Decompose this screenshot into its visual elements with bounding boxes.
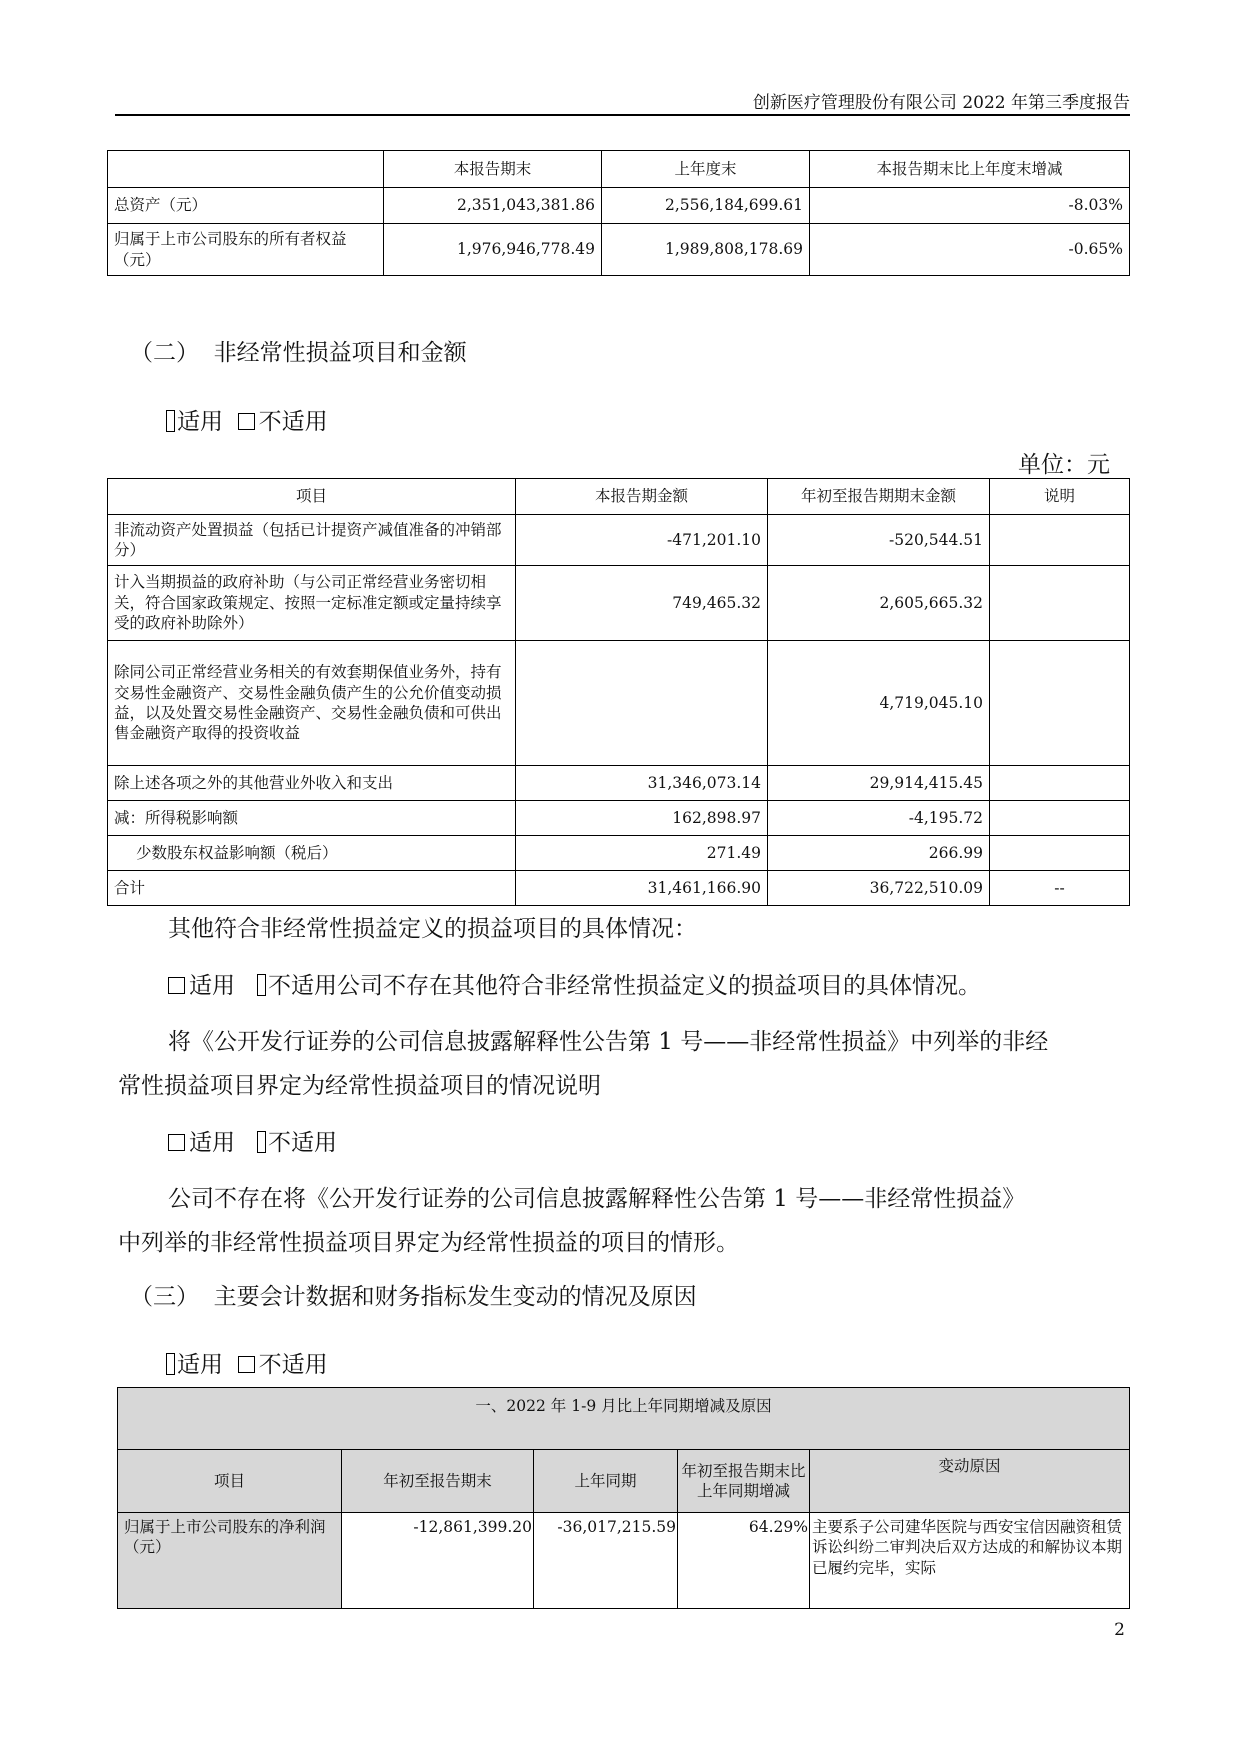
balance-table-header bbox=[108, 151, 1130, 188]
cell-value: 4,719,045.10 bbox=[768, 641, 990, 766]
section3-title: 主要会计数据和财务指标发生变动的情况及原因 bbox=[213, 1284, 697, 1310]
cell-value: 36,722,510.09 bbox=[768, 871, 990, 906]
table-row bbox=[108, 836, 1130, 871]
cell-value: 64.29% bbox=[678, 1513, 810, 1609]
col-header bbox=[108, 151, 384, 188]
row-label: 少数股东权益影响额（税后） bbox=[108, 836, 516, 871]
statement-line1: 公司不存在将《公开发行证券的公司信息披露解释性公告第 1 号——非经常性损益》 bbox=[168, 1186, 1026, 1212]
table-row bbox=[108, 641, 1130, 766]
cell-value: 2,605,665.32 bbox=[768, 566, 990, 641]
reclass-paragraph-line1: 将《公开发行证券的公司信息披露解释性公告第 1 号——非经常性损益》中列举的非经 bbox=[168, 1029, 1049, 1055]
not-applicable-statement: 不适用公司不存在其他符合非经常性损益定义的损益项目的具体情况。 bbox=[267, 973, 981, 999]
col-header: 年初至报告期末 bbox=[342, 1450, 534, 1513]
cell-note bbox=[990, 801, 1130, 836]
cell-value: 31,346,073.14 bbox=[516, 766, 768, 801]
not-applicable-label: 不适用 bbox=[258, 409, 328, 435]
cell-note bbox=[990, 515, 1130, 566]
unchecked-box-icon bbox=[238, 1356, 255, 1373]
changes-table bbox=[117, 1387, 1130, 1609]
table-row bbox=[108, 766, 1130, 801]
cell-value: 271.49 bbox=[516, 836, 768, 871]
table-row bbox=[118, 1513, 1130, 1609]
applicable-label: 适用 bbox=[177, 409, 223, 435]
col-header: 年初至报告期末比上年同期增减 bbox=[678, 1450, 810, 1513]
section3-applicability bbox=[166, 1346, 328, 1379]
table-row-total bbox=[108, 871, 1130, 906]
table-row bbox=[108, 801, 1130, 836]
changes-table-header bbox=[118, 1450, 1130, 1513]
cell-note bbox=[990, 766, 1130, 801]
cell-value: 162,898.97 bbox=[516, 801, 768, 836]
cell-value: -36,017,215.59 bbox=[534, 1513, 678, 1609]
cell-note: -- bbox=[990, 871, 1130, 906]
checked-box-icon bbox=[166, 410, 175, 432]
reclass-applicability bbox=[168, 1124, 337, 1157]
col-header: 年初至报告期期末金额 bbox=[768, 479, 990, 515]
section2-title: 非经常性损益项目和金额 bbox=[213, 340, 467, 366]
balance-table bbox=[107, 150, 1130, 276]
table-row bbox=[108, 515, 1130, 566]
cell-value: 266.99 bbox=[768, 836, 990, 871]
changes-table-title-row bbox=[118, 1388, 1130, 1450]
unit-label: 单位：元 bbox=[1018, 452, 1110, 478]
row-label: 减：所得税影响额 bbox=[108, 801, 516, 836]
applicable-label: 适用 bbox=[189, 1130, 235, 1156]
col-header: 本报告期末比上年度末增减 bbox=[810, 151, 1130, 188]
section3-heading bbox=[130, 1278, 697, 1311]
unchecked-box-icon bbox=[168, 1134, 185, 1151]
header-rule bbox=[115, 114, 1130, 116]
cell-note bbox=[990, 566, 1130, 641]
other-items-paragraph: 其他符合非经常性损益定义的损益项目的具体情况： bbox=[168, 916, 697, 942]
applicable-label: 适用 bbox=[189, 973, 235, 999]
col-header: 变动原因 bbox=[810, 1450, 1130, 1513]
cell-value bbox=[516, 641, 768, 766]
cell-value: -0.65% bbox=[810, 224, 1130, 276]
cell-value: -471,201.10 bbox=[516, 515, 768, 566]
row-label: 归属于上市公司股东的净利润（元） bbox=[118, 1513, 342, 1609]
row-label: 非流动资产处置损益（包括已计提资产减值准备的冲销部分） bbox=[108, 515, 516, 566]
checked-box-icon bbox=[257, 1131, 266, 1153]
col-header: 说明 bbox=[990, 479, 1130, 515]
cell-value: 2,351,043,381.86 bbox=[384, 188, 602, 224]
applicable-label: 适用 bbox=[177, 1352, 223, 1378]
nonrecurring-table bbox=[107, 478, 1130, 906]
cell-value: 1,976,946,778.49 bbox=[384, 224, 602, 276]
checked-box-icon bbox=[166, 1353, 175, 1375]
unchecked-box-icon bbox=[168, 977, 185, 994]
section2-applicability bbox=[166, 403, 328, 436]
changes-table-title: 一、2022 年 1-9 月比上年同期增减及原因 bbox=[118, 1388, 1130, 1450]
col-header: 上年同期 bbox=[534, 1450, 678, 1513]
cell-value: 749,465.32 bbox=[516, 566, 768, 641]
unchecked-box-icon bbox=[238, 413, 255, 430]
cell-value: 31,461,166.90 bbox=[516, 871, 768, 906]
not-applicable-label: 不适用 bbox=[267, 1130, 337, 1156]
not-applicable-label: 不适用 bbox=[258, 1352, 328, 1378]
report-header-title: 创新医疗管理股份有限公司 2022 年第三季度报告 bbox=[752, 93, 1130, 113]
table-row bbox=[108, 224, 1130, 276]
cell-value: 2,556,184,699.61 bbox=[602, 188, 810, 224]
section2-heading bbox=[130, 334, 467, 367]
cell-note bbox=[990, 836, 1130, 871]
nonrecurring-table-header bbox=[108, 479, 1130, 515]
col-header: 本报告期金额 bbox=[516, 479, 768, 515]
cell-value: 29,914,415.45 bbox=[768, 766, 990, 801]
cell-reason: 主要系子公司建华医院与西安宝信因融资租赁诉讼纠纷二审判决后双方达成的和解协议本期已履约完毕，实际 bbox=[810, 1513, 1130, 1609]
section2-number: （二） bbox=[130, 340, 199, 366]
cell-value: 1,989,808,178.69 bbox=[602, 224, 810, 276]
cell-value: -12,861,399.20 bbox=[342, 1513, 534, 1609]
other-items-applicability bbox=[168, 967, 981, 1000]
cell-value: -8.03% bbox=[810, 188, 1130, 224]
col-header: 本报告期末 bbox=[384, 151, 602, 188]
row-label: 除同公司正常经营业务相关的有效套期保值业务外，持有交易性金融资产、交易性金融负债产生的公允价值变动损益，以及处置交易性金融资产、交易性金融负债和可供出售金融资产取得的投资收益 bbox=[108, 641, 516, 766]
row-label: 计入当期损益的政府补助（与公司正常经营业务密切相关，符合国家政策规定、按照一定标准定额或定量持续享受的政府补助除外） bbox=[108, 566, 516, 641]
row-label: 合计 bbox=[108, 871, 516, 906]
row-label: 除上述各项之外的其他营业外收入和支出 bbox=[108, 766, 516, 801]
row-label: 归属于上市公司股东的所有者权益（元） bbox=[108, 224, 384, 276]
table-row bbox=[108, 188, 1130, 224]
reclass-paragraph-line2: 常性损益项目界定为经常性损益项目的情况说明 bbox=[118, 1073, 601, 1099]
checked-box-icon bbox=[257, 974, 266, 996]
col-header: 项目 bbox=[108, 479, 516, 515]
cell-value: -520,544.51 bbox=[768, 515, 990, 566]
col-header: 项目 bbox=[118, 1450, 342, 1513]
cell-value: -4,195.72 bbox=[768, 801, 990, 836]
page-number: 2 bbox=[1114, 1620, 1125, 1640]
row-label: 总资产（元） bbox=[108, 188, 384, 224]
col-header: 上年度末 bbox=[602, 151, 810, 188]
cell-note bbox=[990, 641, 1130, 766]
table-row bbox=[108, 566, 1130, 641]
statement-line2: 中列举的非经常性损益项目界定为经常性损益的项目的情形。 bbox=[118, 1230, 739, 1256]
section3-number: （三） bbox=[130, 1284, 199, 1310]
